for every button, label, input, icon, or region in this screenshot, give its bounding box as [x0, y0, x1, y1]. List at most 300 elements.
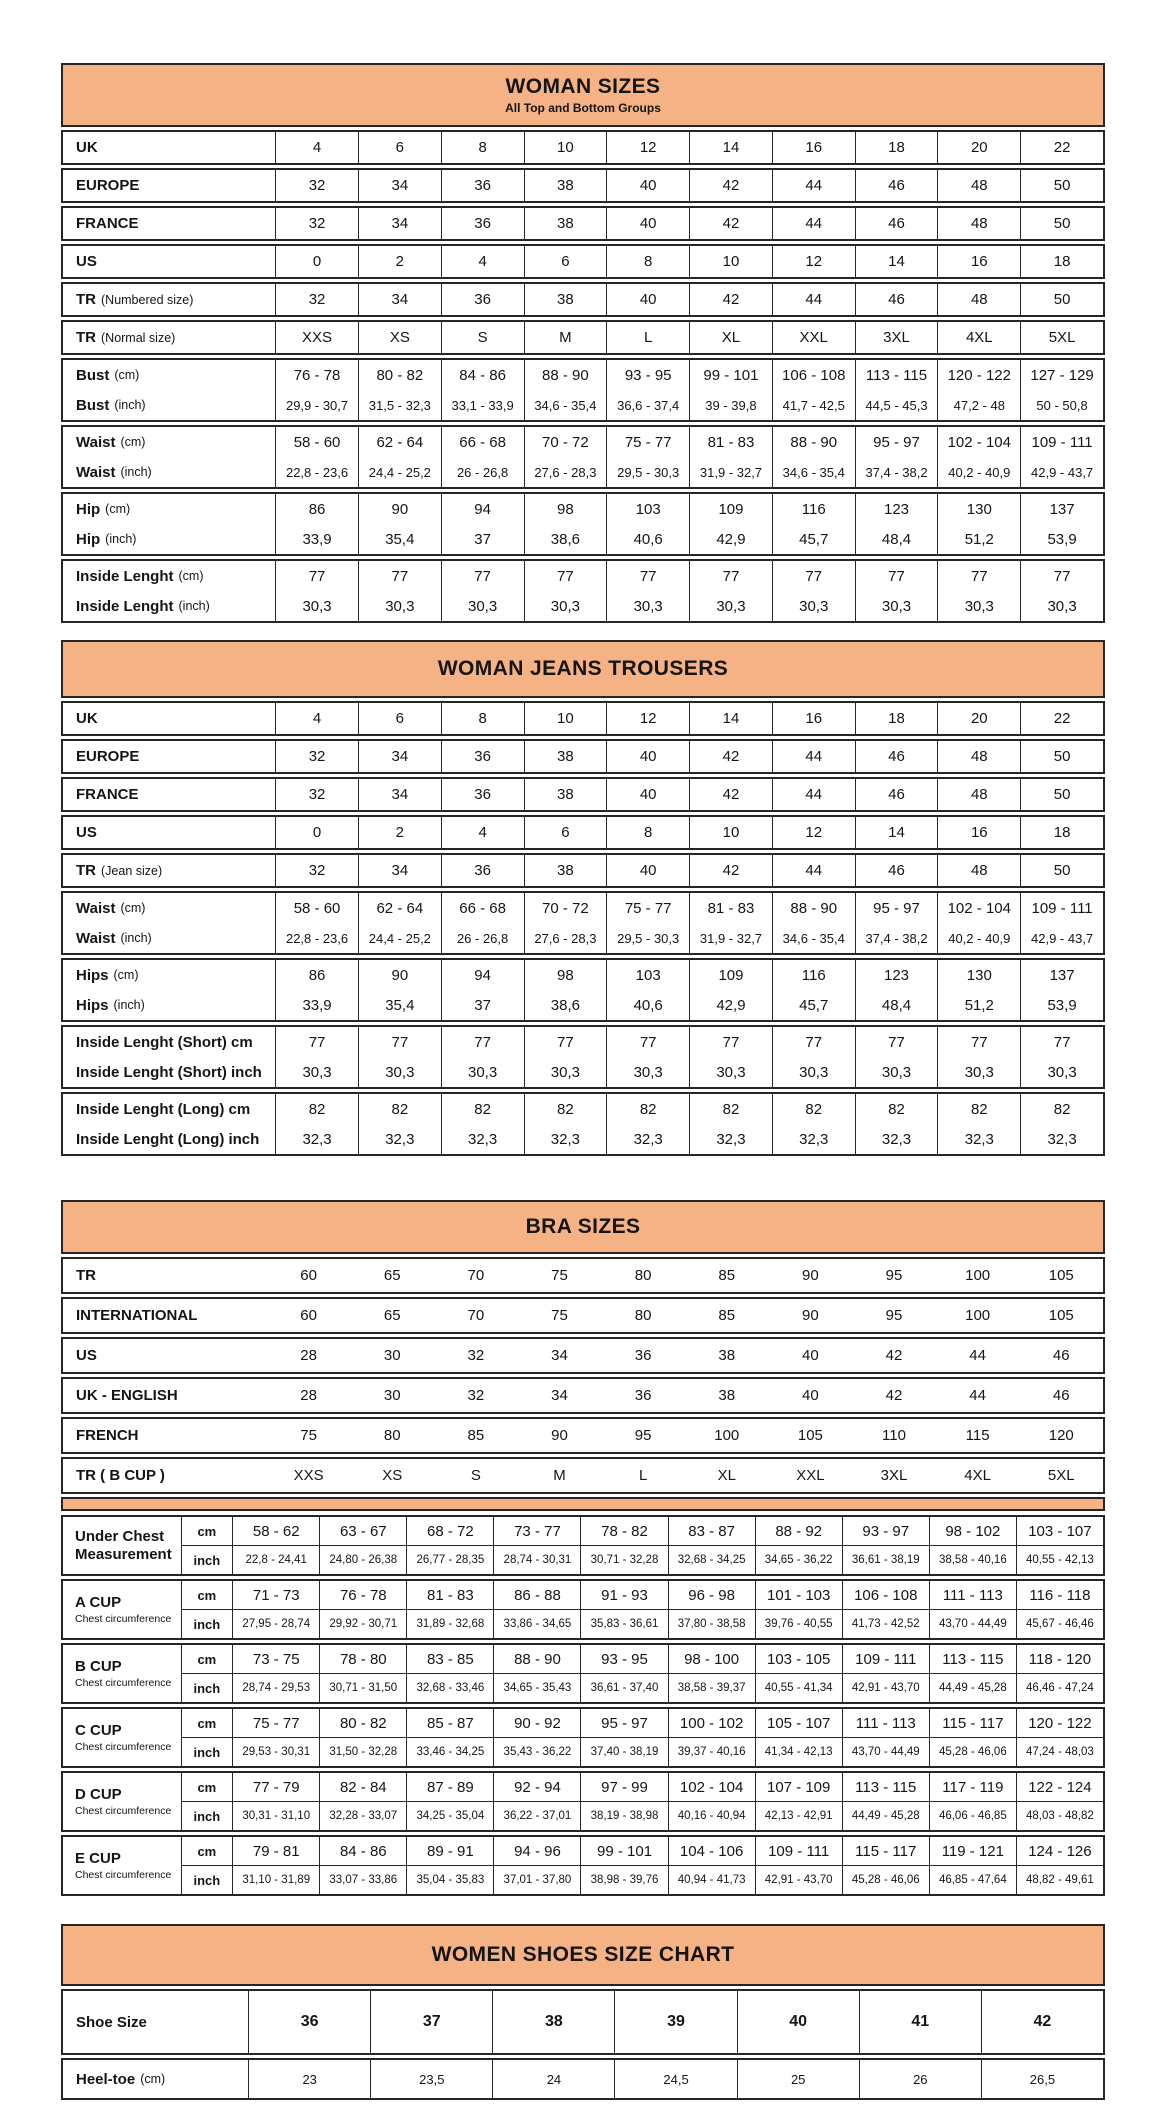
value-cell: 4: [275, 703, 358, 734]
value-cell: 48: [937, 855, 1020, 886]
value-cell: 102 - 104: [937, 893, 1020, 923]
value-cell: 12: [606, 132, 689, 163]
value-cell: 75 - 77: [606, 893, 689, 923]
value-cell: 82: [275, 1094, 358, 1124]
table-row: [181, 1609, 1103, 1638]
value-cell: 77: [689, 1027, 772, 1057]
value-cell: 77: [855, 561, 938, 591]
value-cell: 34,65 - 36,22: [755, 1546, 842, 1574]
value-cell: 105: [1048, 1267, 1074, 1284]
value-cell: 50: [1020, 855, 1103, 886]
value-cell: 30,3: [1020, 591, 1103, 621]
value-cell: 32,3: [937, 1124, 1020, 1154]
value-cell: 38: [524, 208, 607, 239]
value-cell: 35,83 - 36,61: [580, 1610, 667, 1638]
row-group: [61, 168, 1105, 203]
value-cell: 116: [772, 960, 855, 990]
value-cell: 63 - 67: [319, 1517, 406, 1545]
value-cell: 47,24 - 48,03: [1016, 1738, 1103, 1766]
value-cell: 75: [551, 1267, 568, 1284]
value-cell: 16: [772, 132, 855, 163]
value-cell: 105 - 107: [755, 1709, 842, 1737]
value-cell: 38,58 - 40,16: [929, 1546, 1016, 1574]
value-cell: 30,3: [441, 591, 524, 621]
value-cell: 34: [358, 779, 441, 810]
group-rows: [181, 1645, 1103, 1702]
value-cell: 83 - 87: [668, 1517, 755, 1545]
value-cell: 104 - 106: [668, 1837, 755, 1865]
value-cell: 50: [1020, 284, 1103, 315]
value-cell: 85: [718, 1267, 736, 1284]
value-cell: 40: [606, 208, 689, 239]
row-group: [61, 320, 1105, 355]
woman-jeans-trousers-table: [61, 640, 1105, 1156]
row-label: Hip (inch): [76, 530, 137, 548]
value-cell: 40,6: [606, 524, 689, 554]
value-cell: 0: [275, 817, 358, 848]
value-cell: 40,2 - 40,9: [937, 457, 1020, 487]
value-cell: 37: [370, 1991, 492, 2053]
value-cell: 77: [1020, 1027, 1103, 1057]
row-group: [61, 492, 1105, 556]
value-cell: 8: [441, 703, 524, 734]
row-group: [61, 1257, 1105, 1294]
row-label: TR: [76, 1267, 96, 1284]
value-cell: 34,6 - 35,4: [524, 390, 607, 420]
row-label: EUROPE: [76, 748, 140, 765]
unit-cell: cm: [181, 1773, 233, 1801]
woman-sizes-table: [61, 63, 1105, 623]
table-subtitle: All Top and Bottom Groups: [505, 101, 661, 115]
bra-sizes-table: [61, 1200, 1105, 1896]
value-cell: 106 - 108: [842, 1581, 929, 1609]
value-cell: 95 - 97: [855, 427, 938, 457]
group-label: D CUP Chest circumference: [75, 1786, 172, 1817]
table-row: [63, 703, 1103, 734]
value-cell: 110: [882, 1427, 906, 1444]
value-cell: 42,9: [689, 990, 772, 1020]
value-cell: 100: [714, 1427, 740, 1444]
value-cell: 40: [606, 779, 689, 810]
group-label: E CUP Chest circumference: [75, 1850, 172, 1881]
value-cell: 77: [441, 1027, 524, 1057]
value-cell: 48,82 - 49,61: [1016, 1866, 1103, 1894]
value-cell: 122 - 124: [1016, 1773, 1103, 1801]
value-cell: 36: [441, 284, 524, 315]
value-cell: 32,3: [275, 1124, 358, 1154]
value-cell: 18: [855, 703, 938, 734]
value-cell: 42: [689, 208, 772, 239]
table-row: [181, 1773, 1103, 1801]
value-cell: 77: [524, 561, 607, 591]
row-label: FRANCE: [76, 215, 139, 232]
value-cell: 42: [885, 1347, 903, 1364]
value-cell: 118 - 120: [1016, 1645, 1103, 1673]
table-row: [63, 322, 1103, 353]
table-row: [63, 817, 1103, 848]
value-cell: 38: [524, 741, 607, 772]
row-group: [61, 1989, 1105, 2055]
value-cell: 26 - 26,8: [441, 923, 524, 953]
value-cell: 100: [965, 1267, 991, 1284]
value-cell: 14: [689, 132, 772, 163]
value-cell: 29,92 - 30,71: [319, 1610, 406, 1638]
value-cell: XXS: [293, 1467, 324, 1484]
row-label: Shoe Size: [76, 2013, 147, 2031]
value-cell: 36: [441, 855, 524, 886]
value-cell: 105: [797, 1427, 823, 1444]
value-cell: 30,3: [1020, 1057, 1103, 1087]
row-group: [61, 1377, 1105, 1414]
value-cell: S: [470, 1467, 481, 1484]
value-cell: 98: [524, 960, 607, 990]
value-cell: 102 - 104: [668, 1773, 755, 1801]
value-cell: 40,55 - 41,34: [755, 1674, 842, 1702]
value-cell: 90: [358, 960, 441, 990]
value-cell: 77: [524, 1027, 607, 1057]
value-cell: 32: [467, 1387, 485, 1404]
value-cell: 51,2: [937, 524, 1020, 554]
value-cell: 39 - 39,8: [689, 390, 772, 420]
row-label: Hips (cm): [76, 966, 139, 984]
value-cell: 90 - 92: [493, 1709, 580, 1737]
value-cell: 38: [524, 779, 607, 810]
row-label: FRANCE: [76, 786, 139, 803]
value-cell: 88 - 90: [493, 1645, 580, 1673]
value-cell: 38,6: [524, 990, 607, 1020]
value-cell: 46,85 - 47,64: [929, 1866, 1016, 1894]
value-cell: 24,80 - 26,38: [319, 1546, 406, 1574]
value-cell: 95 - 97: [580, 1709, 667, 1737]
value-cell: 38,19 - 38,98: [580, 1802, 667, 1830]
value-cell: 46: [855, 208, 938, 239]
value-cell: 120 - 122: [937, 360, 1020, 390]
row-label: Inside Lenght (cm): [76, 567, 204, 585]
value-cell: 46: [1052, 1347, 1070, 1364]
row-label: TR ( B CUP ): [76, 1467, 165, 1484]
value-cell: 88 - 90: [772, 893, 855, 923]
value-cell: 88 - 90: [524, 360, 607, 390]
value-cell: 105: [1048, 1307, 1074, 1324]
value-cell: 24: [492, 2060, 614, 2098]
value-cell: 77: [689, 561, 772, 591]
value-cell: 73 - 75: [232, 1645, 319, 1673]
value-cell: 71 - 73: [232, 1581, 319, 1609]
value-cell: 115 - 117: [842, 1837, 929, 1865]
value-cell: 42: [689, 855, 772, 886]
row-label: TR (Numbered size): [76, 291, 194, 308]
value-cell: 37: [441, 990, 524, 1020]
value-cell: 76 - 78: [275, 360, 358, 390]
value-cell: 33,86 - 34,65: [493, 1610, 580, 1638]
unit-cell: cm: [181, 1581, 233, 1609]
table-row: [63, 779, 1103, 810]
value-cell: 101 - 103: [755, 1581, 842, 1609]
value-cell: 26 - 26,8: [441, 457, 524, 487]
value-cell: 16: [937, 246, 1020, 277]
value-cell: 35,4: [358, 990, 441, 1020]
row-group: [61, 1515, 1105, 1576]
table-row: [63, 893, 1103, 923]
value-cell: XXL: [772, 322, 855, 353]
unit-cell: cm: [181, 1517, 233, 1545]
value-cell: 95: [634, 1427, 652, 1444]
value-cell: 45,67 - 46,46: [1016, 1610, 1103, 1638]
value-cell: 48,4: [855, 524, 938, 554]
value-cell: 103: [606, 494, 689, 524]
table-row: [63, 741, 1103, 772]
value-cell: 48: [937, 284, 1020, 315]
value-cell: 42: [885, 1387, 903, 1404]
value-cell: 40: [606, 741, 689, 772]
value-cell: 40,6: [606, 990, 689, 1020]
value-cell: 39: [614, 1991, 736, 2053]
table-row: [63, 1259, 1103, 1292]
value-cell: 32,3: [358, 1124, 441, 1154]
row-group: [61, 358, 1105, 422]
value-cell: 44: [969, 1347, 986, 1364]
value-cell: 94: [441, 960, 524, 990]
value-cell: 90: [802, 1307, 819, 1324]
table-row: [63, 1419, 1103, 1452]
row-label: Waist (cm): [76, 433, 146, 451]
row-label: US: [76, 253, 97, 270]
row-label: UK: [76, 139, 98, 156]
value-cell: 37,4 - 38,2: [855, 923, 938, 953]
row-group: [61, 425, 1105, 489]
value-cell: 84 - 86: [441, 360, 524, 390]
row-label: Inside Lenght (Long) inch: [76, 1130, 260, 1148]
value-cell: 46: [855, 284, 938, 315]
value-cell: 30,3: [524, 591, 607, 621]
value-cell: 32,3: [689, 1124, 772, 1154]
value-cell: 34: [358, 741, 441, 772]
value-cell: 42,13 - 42,91: [755, 1802, 842, 1830]
value-cell: 86: [275, 960, 358, 990]
value-cell: 32,3: [441, 1124, 524, 1154]
women-shoes-table: [61, 1924, 1105, 2100]
value-cell: 65: [383, 1267, 401, 1284]
value-cell: 42: [689, 284, 772, 315]
value-cell: 34: [358, 208, 441, 239]
row-group: [61, 777, 1105, 812]
value-cell: 37,80 - 38,58: [668, 1610, 755, 1638]
value-cell: 93 - 95: [580, 1645, 667, 1673]
row-group: [61, 739, 1105, 774]
value-cell: 44: [772, 779, 855, 810]
value-cell: M: [524, 322, 607, 353]
value-cell: 62 - 64: [358, 893, 441, 923]
value-cell: 36: [634, 1387, 652, 1404]
value-cell: 98 - 100: [668, 1645, 755, 1673]
value-cell: 62 - 64: [358, 427, 441, 457]
value-cell: 8: [606, 246, 689, 277]
value-cell: 58 - 60: [275, 427, 358, 457]
value-cell: 90: [551, 1427, 568, 1444]
value-cell: 48: [937, 779, 1020, 810]
value-cell: 82: [855, 1094, 938, 1124]
value-cell: 137: [1020, 494, 1103, 524]
value-cell: 33,07 - 33,86: [319, 1866, 406, 1894]
value-cell: 80 - 82: [358, 360, 441, 390]
value-cell: 41,73 - 42,52: [842, 1610, 929, 1638]
value-cell: 18: [1020, 246, 1103, 277]
value-cell: 77: [606, 561, 689, 591]
value-cell: 66 - 68: [441, 893, 524, 923]
value-cell: 102 - 104: [937, 427, 1020, 457]
group-label: Under Chest Measurement: [75, 1527, 172, 1563]
value-cell: 44,5 - 45,3: [855, 390, 938, 420]
value-cell: 32,28 - 33,07: [319, 1802, 406, 1830]
row-label: Waist (inch): [76, 463, 152, 481]
value-cell: 109 - 111: [755, 1837, 842, 1865]
value-cell: 0: [275, 246, 358, 277]
value-cell: 32,3: [772, 1124, 855, 1154]
row-label: Inside Lenght (Short) inch: [76, 1063, 262, 1081]
row-group: [61, 559, 1105, 623]
value-cell: 96 - 98: [668, 1581, 755, 1609]
value-cell: 30,31 - 31,10: [232, 1802, 319, 1830]
value-cell: 48,03 - 48,82: [1016, 1802, 1103, 1830]
value-cell: 88 - 92: [755, 1517, 842, 1545]
value-cell: 46: [855, 855, 938, 886]
value-cell: 29,53 - 30,31: [232, 1738, 319, 1766]
row-group: [61, 1457, 1105, 1494]
value-cell: 44,49 - 45,28: [842, 1802, 929, 1830]
row-label: US: [76, 1347, 97, 1364]
row-group: [61, 815, 1105, 850]
value-cell: 30,3: [855, 591, 938, 621]
value-cell: 77: [1020, 561, 1103, 591]
value-cell: 30,71 - 32,28: [580, 1546, 667, 1574]
value-cell: 25: [737, 2060, 859, 2098]
value-cell: 42,9 - 43,7: [1020, 923, 1103, 953]
value-cell: 12: [606, 703, 689, 734]
value-cell: 38: [718, 1387, 736, 1404]
value-cell: L: [606, 322, 689, 353]
value-cell: 58 - 62: [232, 1517, 319, 1545]
table-title: WOMEN SHOES SIZE CHART: [431, 1943, 735, 1966]
value-cell: 103: [606, 960, 689, 990]
value-cell: 66 - 68: [441, 427, 524, 457]
value-cell: 22,8 - 23,6: [275, 457, 358, 487]
value-cell: 32: [275, 170, 358, 201]
value-cell: 27,6 - 28,3: [524, 923, 607, 953]
value-cell: 41,34 - 42,13: [755, 1738, 842, 1766]
value-cell: 31,89 - 32,68: [406, 1610, 493, 1638]
value-cell: 80 - 82: [319, 1709, 406, 1737]
value-cell: 36: [441, 170, 524, 201]
value-cell: 82: [772, 1094, 855, 1124]
value-cell: 32,3: [855, 1124, 938, 1154]
value-cell: 90: [802, 1267, 819, 1284]
unit-cell: inch: [181, 1546, 233, 1574]
value-cell: 97 - 99: [580, 1773, 667, 1801]
value-cell: 86: [275, 494, 358, 524]
value-cell: 75 - 77: [606, 427, 689, 457]
value-cell: 99 - 101: [689, 360, 772, 390]
value-cell: 2: [358, 246, 441, 277]
value-cell: 33,1 - 33,9: [441, 390, 524, 420]
row-group: [61, 1771, 1105, 1832]
value-cell: 113 - 115: [929, 1645, 1016, 1673]
row-label: Hip (cm): [76, 500, 131, 518]
value-cell: 34,65 - 35,43: [493, 1674, 580, 1702]
value-cell: 40: [606, 855, 689, 886]
value-cell: 42: [689, 170, 772, 201]
women-shoes-header: [61, 1924, 1105, 1986]
value-cell: 109: [689, 960, 772, 990]
value-cell: 34,25 - 35,04: [406, 1802, 493, 1830]
value-cell: 77: [606, 1027, 689, 1057]
table-row: [63, 360, 1103, 390]
value-cell: 28,74 - 29,53: [232, 1674, 319, 1702]
value-cell: 81 - 83: [406, 1581, 493, 1609]
value-cell: 28: [300, 1387, 317, 1404]
table-row: [63, 1991, 1103, 2053]
row-label: EUROPE: [76, 177, 140, 194]
value-cell: 51,2: [937, 990, 1020, 1020]
value-cell: 123: [855, 494, 938, 524]
value-cell: 120: [1048, 1427, 1074, 1444]
value-cell: 42: [689, 741, 772, 772]
value-cell: 107 - 109: [755, 1773, 842, 1801]
value-cell: 30,3: [689, 591, 772, 621]
value-cell: 116: [772, 494, 855, 524]
row-group: [61, 1643, 1105, 1704]
value-cell: 18: [1020, 817, 1103, 848]
value-cell: 22,8 - 24,41: [232, 1546, 319, 1574]
value-cell: 109: [689, 494, 772, 524]
value-cell: 45,7: [772, 990, 855, 1020]
value-cell: 32: [275, 855, 358, 886]
value-cell: 77: [855, 1027, 938, 1057]
value-cell: 36,6 - 37,4: [606, 390, 689, 420]
value-cell: 50 - 50,8: [1020, 390, 1103, 420]
value-cell: 30,3: [772, 591, 855, 621]
row-group: [61, 958, 1105, 1022]
value-cell: 40: [802, 1347, 819, 1364]
value-cell: 82: [358, 1094, 441, 1124]
row-group: [61, 1337, 1105, 1374]
value-cell: 117 - 119: [929, 1773, 1016, 1801]
bra-sizes-header: [61, 1200, 1105, 1254]
value-cell: 30,3: [358, 591, 441, 621]
group-label: A CUP Chest circumference: [75, 1594, 172, 1625]
value-cell: 93 - 95: [606, 360, 689, 390]
value-cell: 42,91 - 43,70: [842, 1674, 929, 1702]
value-cell: 75: [300, 1427, 317, 1444]
row-label: UK - ENGLISH: [76, 1387, 178, 1404]
value-cell: 10: [524, 703, 607, 734]
unit-cell: inch: [181, 1802, 233, 1830]
row-label: Waist (cm): [76, 899, 146, 917]
value-cell: 8: [606, 817, 689, 848]
value-cell: 68 - 72: [406, 1517, 493, 1545]
table-row: [63, 427, 1103, 457]
value-cell: 58 - 60: [275, 893, 358, 923]
value-cell: 38,58 - 39,37: [668, 1674, 755, 1702]
value-cell: 38,6: [524, 524, 607, 554]
value-cell: XL: [689, 322, 772, 353]
table-row: [63, 246, 1103, 277]
value-cell: 34: [358, 855, 441, 886]
value-cell: 6: [358, 703, 441, 734]
value-cell: 3XL: [855, 322, 938, 353]
table-row: [181, 1801, 1103, 1830]
row-group: [61, 2058, 1105, 2100]
value-cell: 113 - 115: [855, 360, 938, 390]
